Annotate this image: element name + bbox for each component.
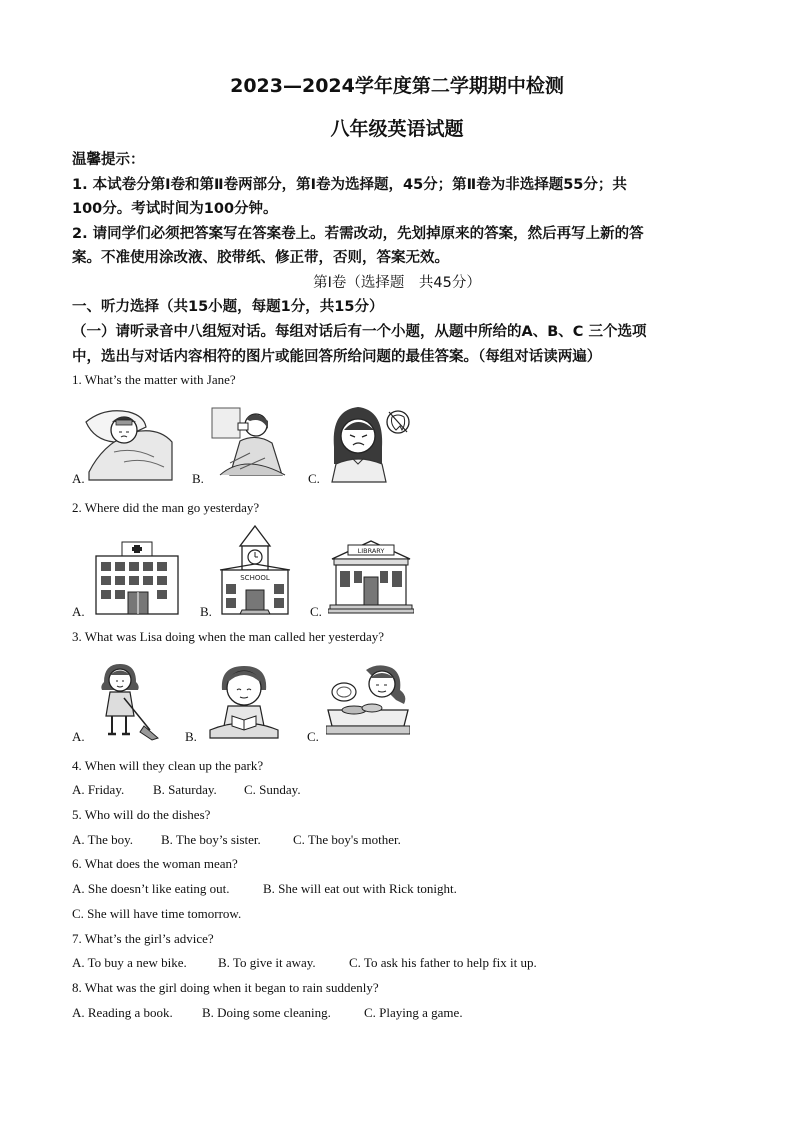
notice-item-1-line-2: 100分。考试时间为100分钟。 (72, 201, 278, 217)
question-3-option-a: A. (72, 729, 85, 744)
question-5-option-b: B. The boy’s sister. (161, 832, 261, 847)
library-building-image (328, 537, 414, 615)
question-6-option-a: A. She doesn’t like eating out. (72, 881, 230, 896)
notice-item-2-line-1: 2. 请同学们必须把答案写在答案卷上。若需改动，先划掉原来的答案，然后再写上新的答 (72, 226, 644, 242)
hospital-building-image (92, 540, 182, 616)
question-7-option-a: A. To buy a new bike. (72, 955, 187, 970)
sleeping-sick-girl-image (84, 402, 174, 482)
question-2-stem: 2. Where did the man go yesterday? (72, 500, 260, 515)
question-8-stem: 8. What was the girl doing when it began to rain suddenly? (72, 980, 379, 995)
part1-instruction-line-1: （一）请听录音中八组短对话。每组对话后有一个小题，从题中所给的A、B、C 三个选项 (72, 324, 647, 340)
page-subtitle: 八年级英语试题 (330, 118, 464, 140)
question-1-option-c: C. (308, 471, 320, 486)
notice-heading: 温馨提示： (72, 152, 145, 168)
question-4-option-a: A. Friday. (72, 782, 125, 797)
school-building-image (218, 524, 292, 616)
girl-reading-image (206, 660, 282, 740)
question-7-option-c: C. To ask his father to help fix it up. (349, 955, 537, 970)
question-3-option-c: C. (307, 729, 319, 744)
girl-sweeping-image (94, 660, 160, 742)
page-title: 2023—2024学年度第二学期期中检测 (230, 75, 564, 97)
question-2-option-b: B. (200, 604, 212, 619)
question-7-option-b: B. To give it away. (218, 955, 316, 970)
question-1-stem: 1. What’s the matter with Jane? (72, 372, 236, 387)
question-7-stem: 7. What’s the girl’s advice? (72, 931, 214, 946)
toothache-girl-image (326, 402, 411, 484)
sneezing-girl-image (210, 403, 290, 483)
part1-instruction-line-2: 中，选出与对话内容相符的图片或能回答所给问题的最佳答案。（每组对话读两遍） (72, 349, 602, 365)
question-4-stem: 4. When will they clean up the park? (72, 758, 264, 773)
question-2-option-a: A. (72, 604, 85, 619)
question-5-stem: 5. Who will do the dishes? (72, 807, 211, 822)
question-4-option-b: B. Saturday. (153, 782, 217, 797)
library-sign: LIBRARY (357, 547, 385, 555)
question-3-option-b: B. (185, 729, 197, 744)
question-2-option-c: C. (310, 604, 322, 619)
question-5-option-c: C. The boy's mother. (293, 832, 401, 847)
question-8-option-c: C. Playing a game. (364, 1005, 463, 1020)
question-5-option-a: A. The boy. (72, 832, 134, 847)
notice-item-2-line-2: 案。不准使用涂改液、胶带纸、修正带，否则，答案无效。 (72, 250, 449, 266)
question-6-stem: 6. What does the woman mean? (72, 856, 238, 871)
part1-title: 一、听力选择（共15小题，每题1分，共15分） (72, 299, 384, 315)
question-4-option-c: C. Sunday. (244, 782, 301, 797)
question-1-option-a: A. (72, 471, 85, 486)
school-sign: SCHOOL (240, 574, 270, 582)
question-8-option-a: A. Reading a book. (72, 1005, 173, 1020)
volume-title: 第Ⅰ卷（选择题 共45分） (313, 275, 481, 291)
question-8-option-b: B. Doing some cleaning. (202, 1005, 331, 1020)
girl-washing-dishes-image (326, 660, 410, 738)
notice-item-1-line-1: 1. 本试卷分第Ⅰ卷和第Ⅱ卷两部分，第Ⅰ卷为选择题，45分；第Ⅱ卷为非选择题55分；共 (72, 177, 627, 193)
question-6-option-b: B. She will eat out with Rick tonight. (263, 881, 457, 896)
question-3-stem: 3. What was Lisa doing when the man called her yesterday? (72, 629, 385, 644)
question-1-option-b: B. (192, 471, 204, 486)
question-6-option-c: C. She will have time tomorrow. (72, 906, 242, 921)
